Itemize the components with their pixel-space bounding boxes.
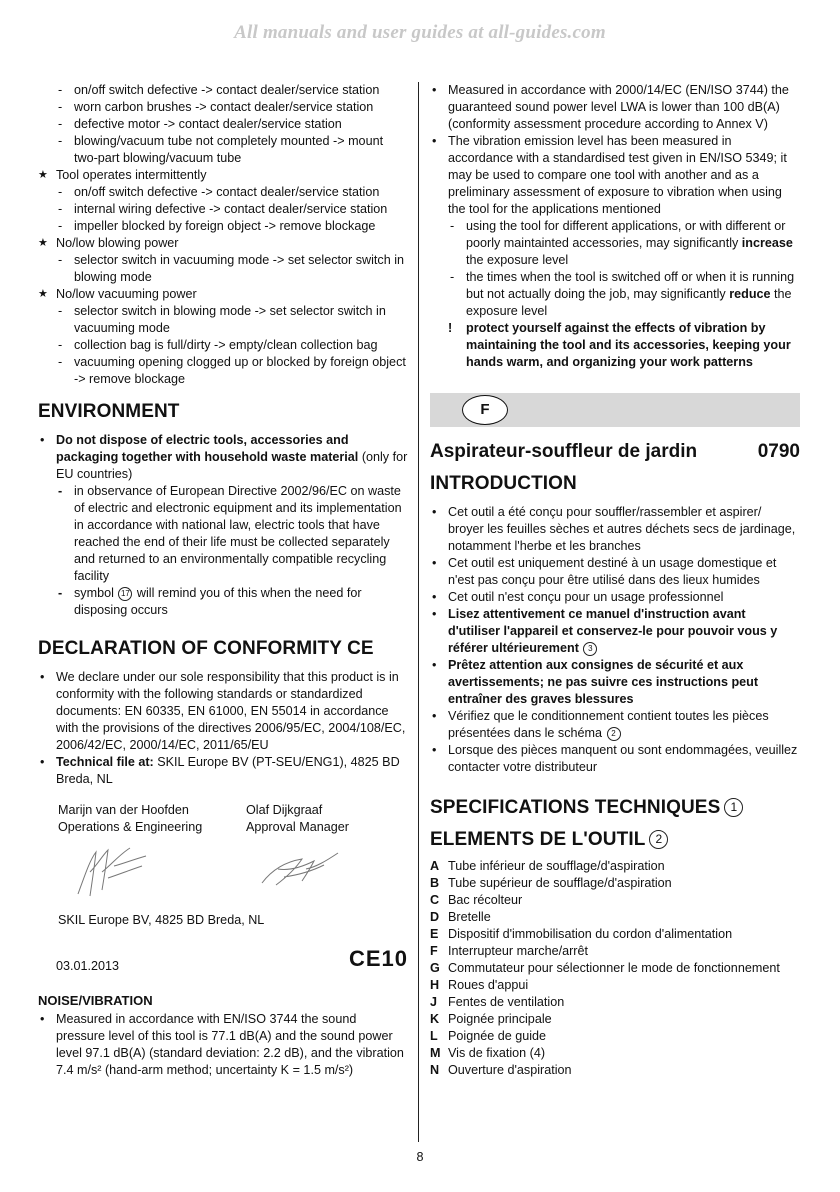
left-column [38,82,408,1079]
part-item [430,1045,800,1062]
environment-bullet-tail: (only for EU countries) [56,450,408,481]
ce-mark-icon: CE [347,638,374,659]
ce-10-mark-icon: CE10 [348,946,408,971]
problem-remedy: - collection bag is full/dirty -> empty/clean collection bag [38,337,408,354]
part-key: A [430,859,440,873]
intro-item: • Cet outil a été conçu pour souffler/rassembler et aspirer/ broyer les feuilles sèches et autres déchets secs de jardinage, notamment l'herbe et les branches [430,504,800,555]
environment-symbol-note [38,585,408,619]
part-key: H [430,978,440,992]
vibration-increase-tail: the exposure level [466,253,569,267]
intro-safety [430,657,800,708]
intro-safety-text: Prêtez attention aux consignes de sécurité et aux avertissements; ne pas suivre ces instructions peut entraîner des graves blessures [448,658,759,706]
signatures-block [58,802,408,952]
intro-read-manual-text: Lisez attentivement ce manuel d'instruction avant d'utiliser l'appareil et conservez-le pour pouvoir vous y référer ultérieurement [448,607,778,655]
part-key: F [430,944,438,958]
problem-remedy: - worn carbon brushes -> contact dealer/service station [38,99,408,116]
signature-1-icon [68,842,158,902]
part-key: B [430,876,440,890]
specifications-heading [430,796,800,820]
date-row [56,946,408,980]
part-label: Tube inférieur de soufflage/d'aspiration [448,859,665,873]
technical-file-label: Technical file at: [56,755,154,769]
intro-item: • Cet outil est uniquement destiné à un usage domestique et n'est pas conçu pour être utilisé dans des lieux humides [430,555,800,589]
environment-directive: - in observance of European Directive 2002/96/EC on waste of electric and electronic equipment and its implementation in accordance with national law, electric tools that have reached the end of their life must be collected separately and returned to an environmentally compatible recycling facility [38,483,408,585]
problem-remedy: - internal wiring defective -> contact dealer/service station [38,201,408,218]
part-key: M [430,1046,441,1060]
vibration-reduce [430,269,800,320]
problem-remedy: - impeller blocked by foreign object -> remove blockage [38,218,408,235]
environment-heading: ENVIRONMENT [38,401,180,422]
declaration-date: 03.01.2013 [56,959,120,973]
vibration-warning: ! protect yourself against the effects of vibration by maintaining the tool and its accessories, keeping your hands warm, and organizing your work patterns [430,320,800,371]
signatory-1-name: Marijn van der Hoofden [58,803,189,817]
figure-2-icon: 2 [607,727,621,741]
intro-check-contents-text: Vérifiez que le conditionnement contient toutes les pièces présentées dans le schéma [448,709,769,740]
part-label: Fentes de ventilation [448,995,565,1009]
product-title-row [430,443,800,460]
signatory-2-role: Approval Manager [246,820,349,834]
environment-bullet [38,432,408,483]
part-item [430,943,800,960]
intro-read-manual [430,606,800,657]
part-item [430,875,800,892]
right-column [430,82,800,1079]
part-item [430,892,800,909]
declaration-heading [38,637,408,661]
part-label: Tube supérieur de soufflage/d'aspiration [448,876,672,890]
part-item [430,1028,800,1045]
part-item [430,926,800,943]
troubleshooting-list [38,82,408,388]
column-divider [418,82,419,1142]
part-item [430,1011,800,1028]
part-key: E [430,927,439,941]
part-label: Bretelle [448,910,491,924]
part-key: J [430,995,438,1009]
symbol-text: will remind you of this when the need for disposing occurs [74,586,362,617]
part-item [430,977,800,994]
symbol-number-icon: 17 [118,587,132,601]
signatory-2 [246,802,349,836]
problem-heading: ★ No/low vacuuming power [38,286,408,303]
language-badge: F [462,395,508,425]
declaration-statement: • We declare under our sole responsibility that this product is in conformity with the following standards or standardized documents: EN 60335, EN 61000, EN 55014 in accordance with the provisions of the directives 2006/95/EC, 2004/108/EC, 2006/42/EC, 2000/14/EC, 2011/65/EU [38,669,408,754]
elements-heading [430,828,800,852]
intro-item: • Cet outil n'est conçu pour un usage professionnel [430,589,800,606]
introduction-list [430,504,800,606]
part-label: Commutateur pour sélectionner le mode de fonctionnement [448,961,780,975]
intro-missing-parts: • Lorsque des pièces manquent ou sont endommagées, veuillez contacter votre distributeur [430,742,800,776]
part-label: Roues d'appui [448,978,529,992]
language-banner [430,393,800,427]
company-address: SKIL Europe BV, 4825 BD Breda, NL [58,913,265,927]
problem-remedy: - on/off switch defective -> contact dealer/service station [38,184,408,201]
signatory-2-name: Olaf Dijkgraaf [246,803,323,817]
symbol-label: symbol [74,586,114,600]
part-item [430,994,800,1011]
sound-power-bullet: • Measured in accordance with 2000/14/EC (EN/ISO 3744) the guaranteed sound power level LWA is lower than 100 dB(A) (conformity assessment procedure according to Annex V) [430,82,800,133]
figure-1-icon: 1 [724,798,743,817]
figure-2-large-icon: 2 [649,830,668,849]
problem-remedy: - defective motor -> contact dealer/service station [38,116,408,133]
part-key: L [430,1029,438,1043]
part-key: G [430,961,440,975]
signature-2-icon [254,847,344,892]
specifications-heading-text: SPECIFICATIONS TECHNIQUES [430,797,721,818]
signatory-1 [58,802,202,836]
problem-remedy: - blowing/vacuum tube not completely mounted -> mount two-part blowing/vacuum tube [38,133,408,167]
signatory-1-role: Operations & Engineering [58,820,203,834]
vibration-increase [430,218,800,269]
product-title: Aspirateur-souffleur de jardin [430,441,698,462]
part-item [430,1062,800,1079]
noise-heading: NOISE/VIBRATION [38,993,153,1008]
problem-heading: ★ No/low blowing power [38,235,408,252]
part-label: Bac récolteur [448,893,523,907]
part-label: Interrupteur marche/arrêt [448,944,588,958]
part-label: Poignée de guide [448,1029,547,1043]
part-label: Dispositif d'immobilisation du cordon d'alimentation [448,927,733,941]
vibration-reduce-bold: reduce [729,287,771,301]
part-key: N [430,1063,440,1077]
part-key: D [430,910,440,924]
environment-bullet-bold: Do not dispose of electric tools, accessories and packaging together with household waste material [56,433,359,464]
problem-remedy: - vacuuming opening clogged up or blocked by foreign object -> remove blockage [38,354,408,388]
elements-heading-text: ELEMENTS DE L'OUTIL [430,829,646,850]
part-item [430,909,800,926]
problem-remedy: - on/off switch defective -> contact dealer/service station [38,82,408,99]
part-item [430,858,800,875]
vibration-reduce-text: the times when the tool is switched off or when it is running but not actually doing the job, may significantly [466,270,795,301]
part-key: K [430,1012,440,1026]
introduction-heading: INTRODUCTION [430,473,577,494]
problem-remedy: - selector switch in vacuuming mode -> set selector switch in blowing mode [38,252,408,286]
part-label: Vis de fixation (4) [448,1046,546,1060]
intro-check-contents [430,708,800,742]
problem-heading: ★ Tool operates intermittently [38,167,408,184]
part-item [430,960,800,977]
part-label: Ouverture d'aspiration [448,1063,572,1077]
technical-file [38,754,408,788]
part-label: Poignée principale [448,1012,552,1026]
product-model: 0790 [757,441,800,462]
figure-3-icon: 3 [583,642,597,656]
problem-remedy: - selector switch in blowing mode -> set selector switch in vacuuming mode [38,303,408,337]
page-number: 8 [416,1150,424,1164]
vibration-increase-bold: increase [741,236,793,250]
vibration-increase-text: using the tool for different applications, or with different or poorly maintainted accessories, may significantly [466,219,786,250]
vibration-reduce-tail: the exposure level [466,287,792,318]
noise-measurement: • Measured in accordance with EN/ISO 3744 the sound pressure level of this tool is 77.1 dB(A) and the sound power level 97.1 dB(A) (standard deviation: 2.2 dB), and the vibration 7.4 m/s² (hand-arm method; uncertainty K = 1.5 m/s²) [38,1011,408,1079]
parts-list [430,858,800,1079]
part-key: C [430,893,440,907]
technical-file-address: SKIL Europe BV (PT-SEU/ENG1), 4825 BD Breda, NL [56,755,400,786]
declaration-heading-text: DECLARATION OF CONFORMITY [38,638,342,659]
watermark: All manuals and user guides at all-guides.com [234,22,606,43]
vibration-bullet: • The vibration emission level has been measured in accordance with a standardised test given in EN/ISO 5349; it may be used to compare one tool with another and as a preliminary assessment of exposure to vibration when using the tool for the applications mentioned [430,133,800,218]
